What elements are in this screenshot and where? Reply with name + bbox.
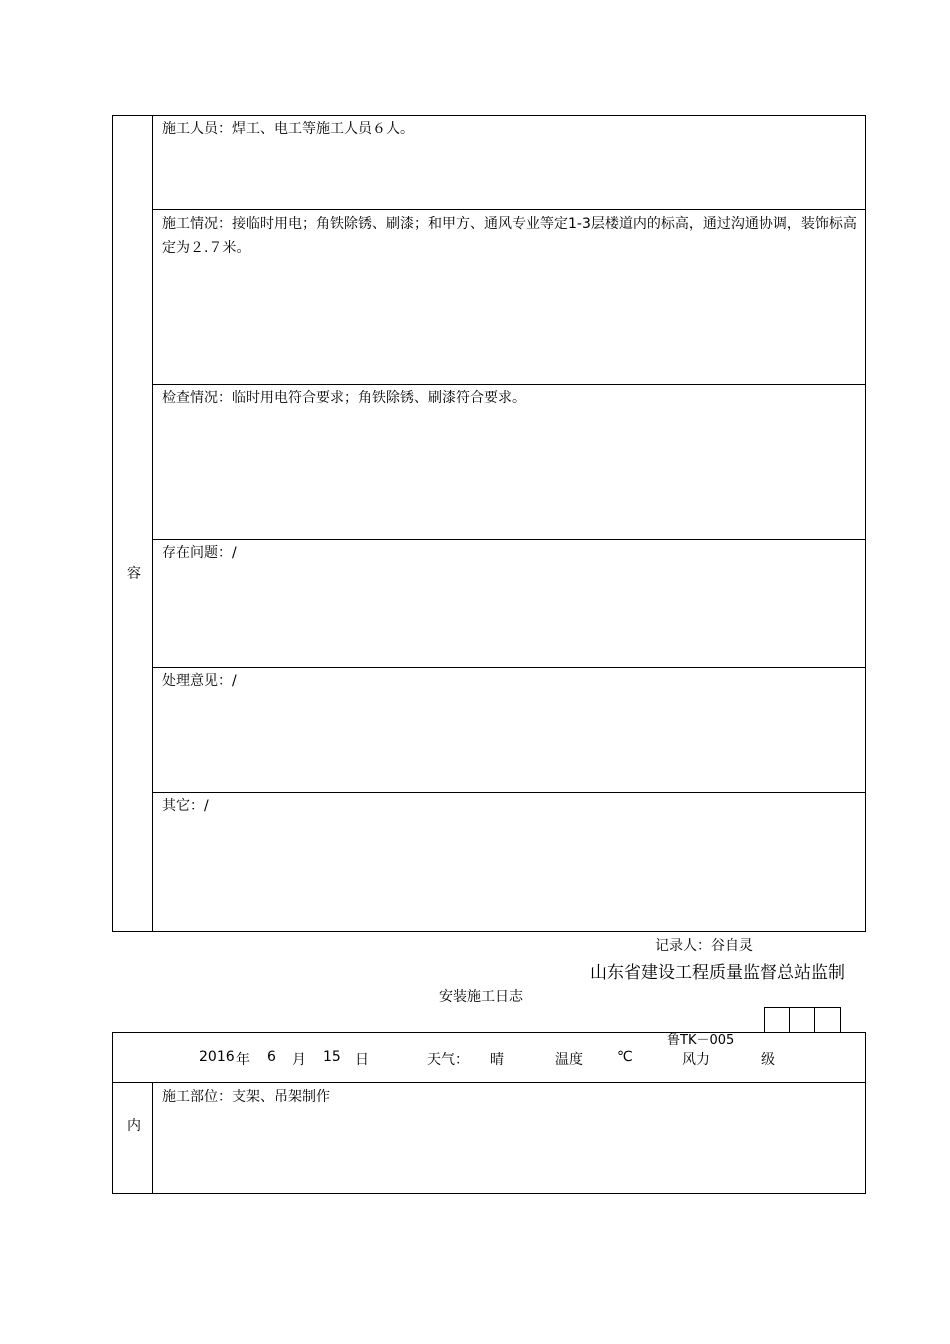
workers-text: 施工人员：焊工、电工等施工人员６人。 (162, 121, 414, 137)
wind-unit: 级 (761, 1052, 775, 1068)
issuer: 山东省建设工程质量监督总站监制 (590, 963, 845, 983)
weather-label: 天气： (427, 1052, 469, 1068)
temperature-label: 温度 (555, 1052, 583, 1068)
date-month: 6 (267, 1049, 276, 1065)
date-month-label: 月 (292, 1052, 306, 1068)
date-year: 2016 (199, 1049, 235, 1065)
side-label-nei: 内 (127, 1118, 141, 1134)
wind-label: 风力 (682, 1052, 710, 1068)
form-code: 鲁TK－005 (667, 1033, 735, 1048)
problems-text: 存在问题：/ (162, 545, 237, 561)
date-day-label: 日 (355, 1052, 369, 1068)
other-text: 其它：/ (162, 798, 209, 814)
recorder: 记录人：谷自灵 (655, 938, 753, 954)
situation-text: 施工情况：接临时用电；角铁除锈、刷漆；和甲方、通风专业等定1-3层楼道内的标高，通过沟通协调，装饰标高定为２.７米。 (162, 216, 857, 256)
weather-value: 晴 (490, 1052, 504, 1068)
side-label-rong: 容 (127, 566, 141, 582)
date-day: 15 (323, 1049, 341, 1065)
inspection-text: 检查情况：临时用电符合要求；角铁除锈、刷漆符合要求。 (162, 390, 526, 406)
form-title: 安装施工日志 (439, 989, 523, 1005)
date-year-label: 年 (236, 1052, 250, 1068)
handling-text: 处理意见：/ (162, 673, 237, 689)
temperature-unit: ℃ (617, 1049, 633, 1065)
construction-part-text: 施工部位：支架、吊架制作 (162, 1089, 330, 1105)
